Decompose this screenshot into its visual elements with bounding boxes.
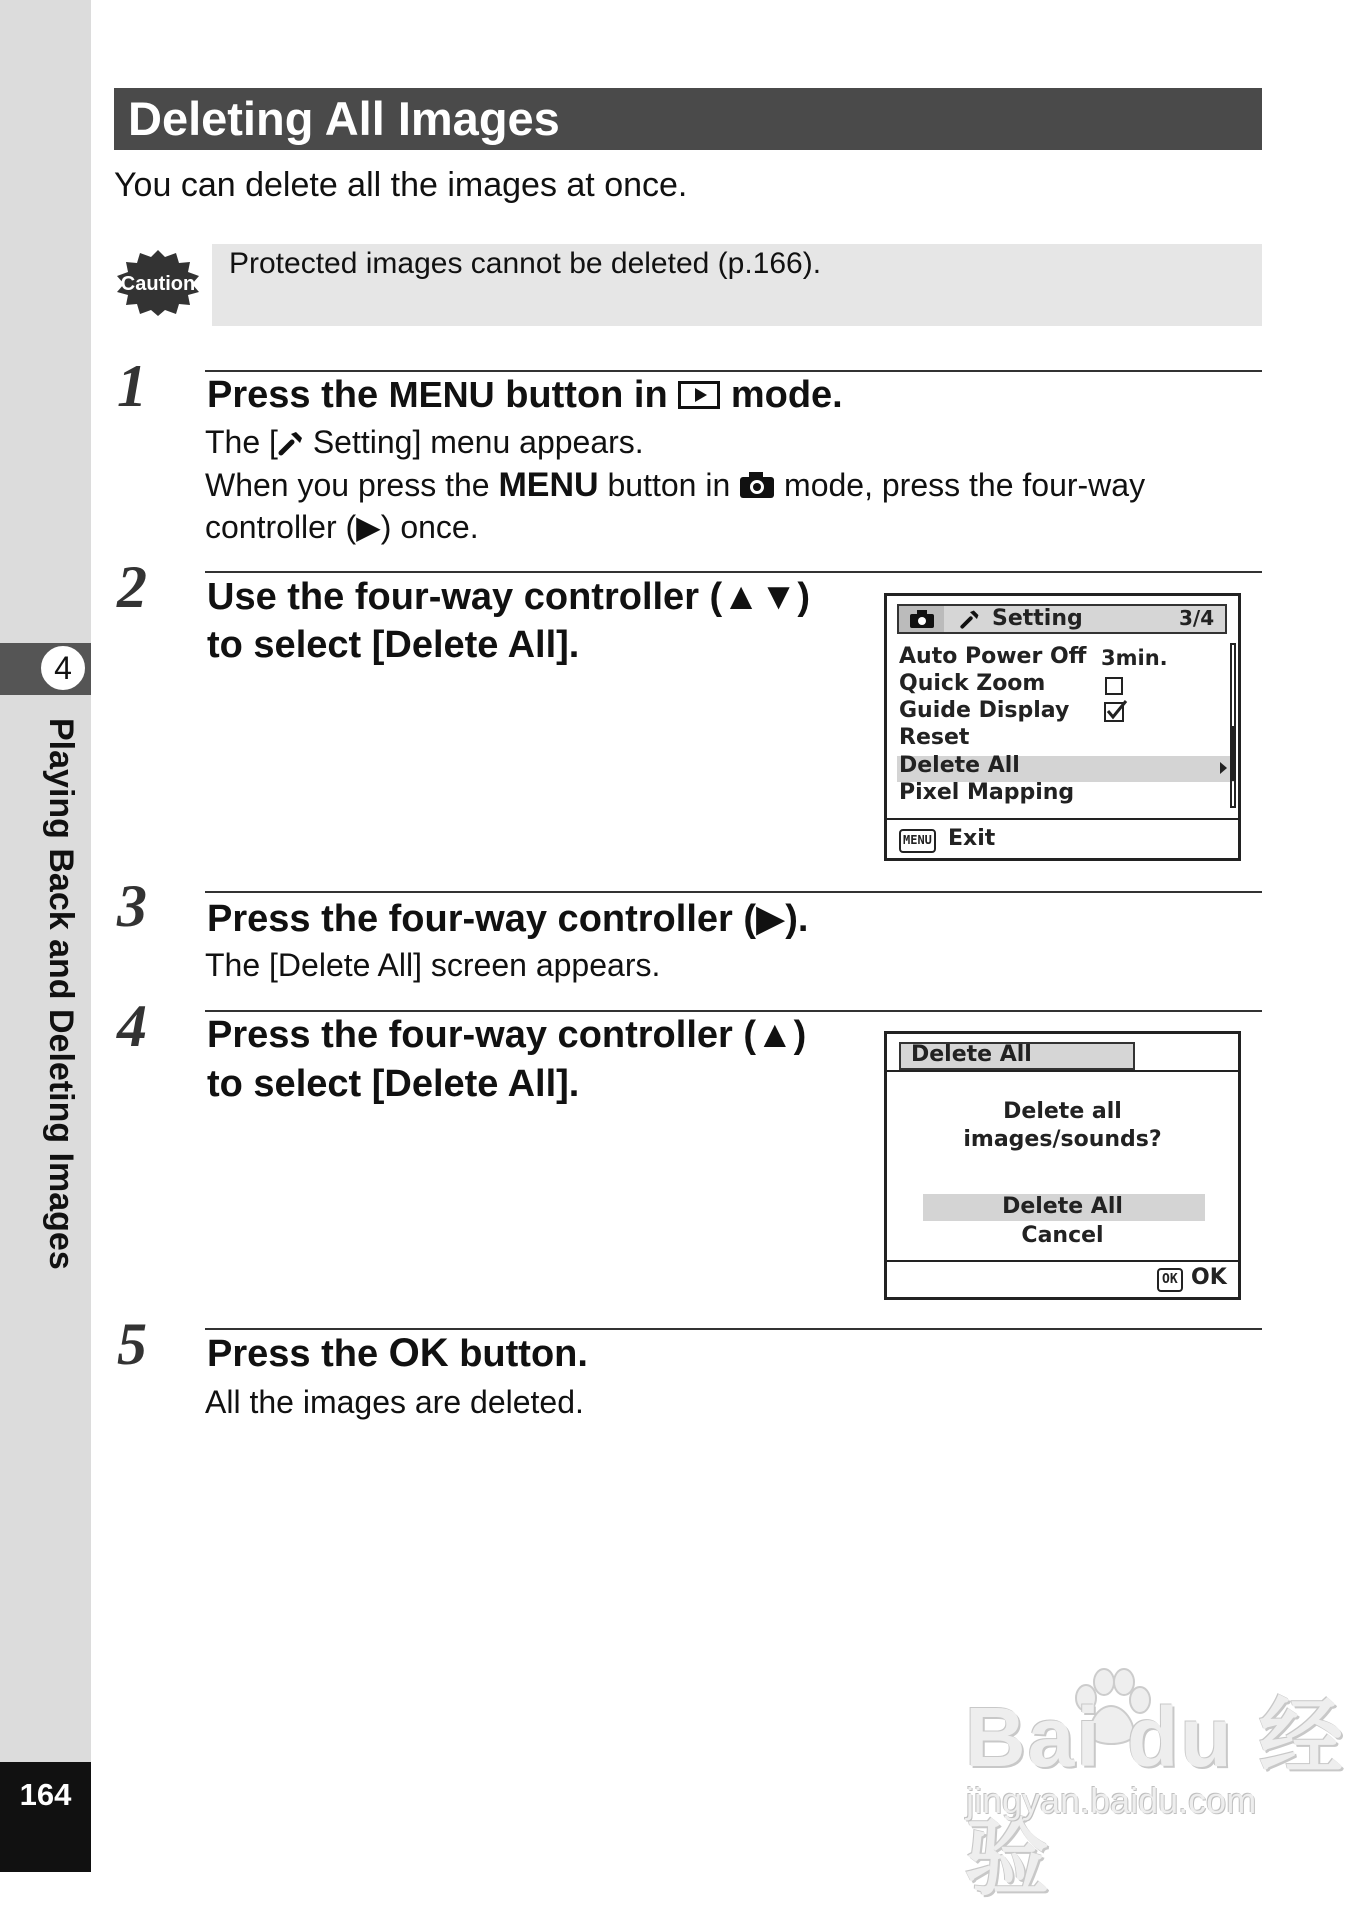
heading-text: button.	[448, 1333, 588, 1375]
setting-menu-screen	[884, 593, 1241, 861]
step-heading: Press the four-way controller (▶).	[207, 898, 809, 940]
menu-item: Reset	[899, 725, 970, 750]
menu-item: Quick Zoom	[899, 671, 1046, 696]
caution-text: Protected images cannot be deleted (p.166).	[229, 247, 822, 280]
step-body: The [Delete All] screen appears.	[205, 947, 661, 983]
step-number: 3	[117, 873, 147, 939]
watermark-url: jingyan.baidu.com	[966, 1780, 1257, 1821]
heading-text: Press the	[207, 374, 389, 416]
step-body: controller (▶) once.	[205, 509, 479, 545]
step-heading: to select [Delete All].	[207, 624, 580, 666]
playback-icon	[678, 381, 720, 409]
body-text: The [	[205, 424, 278, 460]
menu-item-selected: Delete All	[899, 753, 1020, 778]
delete-all-screen	[884, 1031, 1241, 1300]
ok-key: OK	[388, 1331, 449, 1375]
screen-footer-divider	[887, 818, 1238, 820]
unchecked-box-icon	[1105, 677, 1123, 695]
title-bar	[114, 88, 1262, 150]
chapter-title: Playing Back and Deleting Images	[42, 718, 80, 1270]
watermark-brand: Bai du 经验	[965, 1690, 1346, 1905]
caution-icon-label: Caution	[120, 273, 196, 295]
step-divider	[205, 370, 1262, 372]
heading-text: Press the	[207, 1333, 389, 1375]
intro-text: You can delete all the images at once.	[114, 166, 688, 204]
step-number: 1	[117, 353, 147, 419]
wrench-icon	[278, 430, 304, 456]
step-number: 2	[117, 554, 147, 620]
body-text: Setting] menu appears.	[303, 424, 644, 460]
camera-icon	[739, 471, 775, 499]
body-text: When you press the	[205, 467, 499, 503]
heading-text: mode.	[720, 374, 843, 416]
screen2-header-divider	[887, 1070, 1238, 1072]
step-divider	[205, 1328, 1262, 1330]
body-text: mode, press the four-way	[775, 467, 1146, 503]
menu-key: MENU	[388, 374, 495, 415]
body-text: button in	[598, 467, 740, 503]
step-number: 4	[117, 993, 147, 1059]
caution-icon	[116, 250, 200, 316]
chapter-number: 4	[39, 644, 87, 692]
step-heading: to select [Delete All].	[207, 1063, 580, 1105]
submenu-arrow-icon	[1220, 762, 1227, 774]
step-body: All the images are deleted.	[205, 1384, 584, 1420]
delete-all-option[interactable]: Delete All	[1002, 1194, 1123, 1219]
ok-label: OK	[1191, 1265, 1227, 1290]
step-number: 5	[117, 1311, 147, 1377]
menu-item-value: 3min.	[1101, 646, 1168, 670]
step-body	[205, 424, 644, 461]
confirm-question: Delete all	[1003, 1099, 1122, 1124]
step-divider	[205, 571, 1262, 573]
page-number: 164	[0, 1762, 91, 1872]
step-heading	[207, 374, 843, 417]
scrollbar-thumb	[1230, 726, 1236, 781]
menu-item: Pixel Mapping	[899, 780, 1075, 805]
step-heading	[207, 1331, 588, 1376]
wrench-tab-icon	[960, 609, 980, 629]
exit-label: Exit	[948, 826, 996, 851]
confirm-question: images/sounds?	[963, 1127, 1162, 1152]
step-heading: Press the four-way controller (▲)	[207, 1014, 807, 1056]
screen-tab-title: Setting	[992, 606, 1083, 631]
menu-key: MENU	[498, 466, 599, 504]
step-divider	[205, 1010, 1262, 1012]
cancel-option[interactable]: Cancel	[1021, 1223, 1104, 1248]
step-body	[205, 466, 1145, 505]
page-indicator: 3/4	[1179, 606, 1215, 630]
step-divider	[205, 891, 1262, 893]
heading-text: button in	[494, 374, 679, 416]
screen2-title: Delete All	[911, 1042, 1032, 1067]
camera-tab-icon	[910, 610, 934, 628]
menu-item: Guide Display	[899, 698, 1070, 723]
menu-key-icon: MENU	[899, 829, 936, 853]
checked-box-icon	[1104, 700, 1128, 722]
page-title: Deleting All Images	[128, 92, 560, 145]
step-heading: Use the four-way controller (▲▼)	[207, 576, 811, 618]
menu-item: Auto Power Off	[899, 644, 1087, 669]
ok-key-icon: OK	[1157, 1268, 1183, 1292]
caution-box	[212, 244, 1262, 326]
screen2-footer-divider	[887, 1260, 1238, 1262]
